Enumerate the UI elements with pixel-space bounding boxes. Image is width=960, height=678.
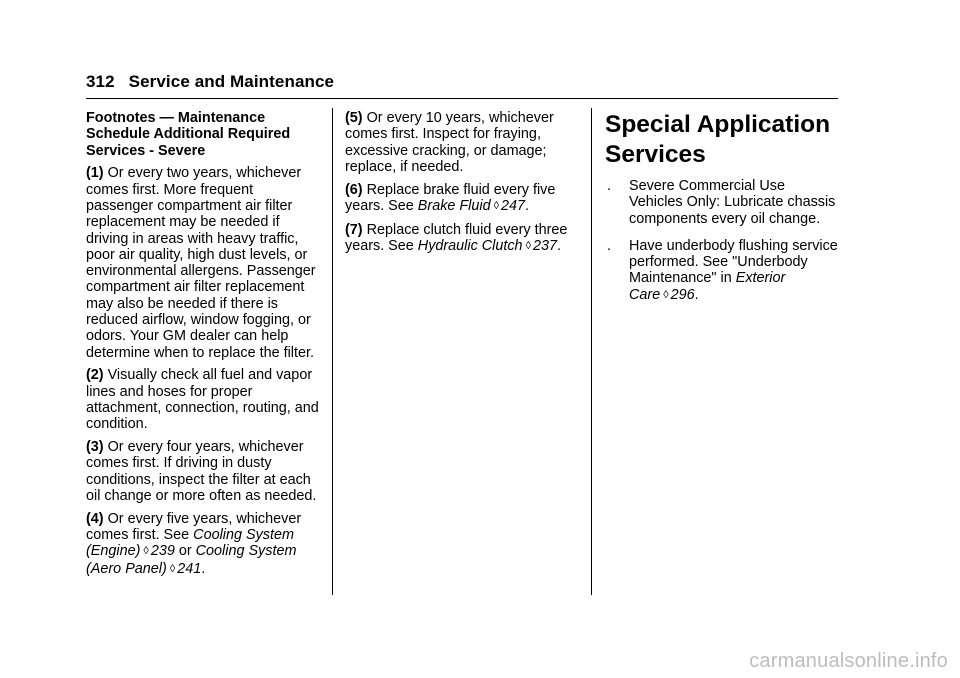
footnote-label: (6) (345, 181, 363, 198)
footnotes-heading: Footnotes — Maintenance Schedule Additional Required Services - Severe (86, 110, 291, 159)
footnote-label: (1) (86, 165, 104, 182)
watermark: carmanualsonline.info (749, 650, 948, 672)
footnote-1 (86, 165, 322, 361)
page-ref-icon: ◊ (493, 199, 500, 212)
footnote-7 (345, 222, 575, 256)
link-exterior-care[interactable]: Exterior Care (629, 270, 786, 303)
footnote-label: (2) (86, 367, 104, 384)
footnote-text: or (174, 543, 196, 560)
column-divider-2 (591, 108, 592, 595)
list-item (605, 238, 841, 304)
footnote-text: Replace brake fluid every five years. See (345, 181, 556, 214)
footnote-3 (86, 439, 322, 504)
page-ref-296[interactable]: 296 (670, 286, 695, 303)
list-item (605, 178, 841, 227)
list-item-text: Have underbody flushing service performed. See "Underbody Maintenance" in (629, 237, 838, 287)
footnote-text: Visually check all fuel and vapor lines and hoses for proper attachment, connection, routing, and condition. (86, 367, 319, 433)
page-ref-247[interactable]: 247 (501, 197, 526, 214)
footnote-4 (86, 511, 322, 578)
link-hydraulic-clutch[interactable]: Hydraulic Clutch (417, 238, 523, 255)
column-1 (86, 110, 322, 585)
page-ref-icon: ◊ (525, 240, 532, 253)
page-ref-237[interactable]: 237 (533, 238, 558, 255)
bullet-icon: . (607, 178, 611, 194)
footnote-text: Or every five years, whichever comes first. See (86, 510, 302, 544)
list-item-text: . (694, 286, 699, 303)
link-cooling-system-aero-panel[interactable]: Cooling System (Aero Panel) (86, 543, 297, 577)
list-item-text: Severe Commercial Use Vehicles Only: Lubricate chassis components every oil change. (629, 178, 836, 227)
page-ref-icon: ◊ (663, 288, 669, 301)
section-title: Special Application Services (605, 111, 831, 168)
footnote-2 (86, 367, 322, 432)
page-title: Service and Maintenance (128, 72, 335, 91)
footnote-text: Replace clutch fluid every three years. See (345, 221, 568, 255)
footnote-5 (345, 110, 575, 175)
footnote-text: Or every 10 years, whichever comes first. Inspect for fraying, excessive cracking, or damage; replace, if needed. (345, 110, 554, 175)
link-cooling-system-engine[interactable]: Cooling System (Engine) (86, 527, 294, 560)
page-ref-icon: ◊ (143, 545, 149, 558)
footnote-6 (345, 182, 575, 216)
column-divider-1 (332, 108, 333, 595)
page-number: 312 (86, 72, 115, 91)
link-brake-fluid[interactable]: Brake Fluid (417, 197, 491, 214)
footnote-text: . (557, 238, 562, 255)
header-rule (86, 98, 838, 99)
footnote-text: . (201, 560, 206, 577)
page-header (86, 72, 334, 92)
footnote-label: (5) (345, 110, 363, 126)
footnote-text: . (525, 197, 530, 214)
footnote-label: (7) (345, 221, 363, 238)
footnote-text: Or every two years, whichever comes first. More frequent passenger compartment air filter replacement may be needed if driving in areas with heavy traffic, poor air quality, high dust levels, or environmental allergens. Passenger compartment air filter replacement may also be needed if there is reduced airflow, window fogging, or odors. Your GM dealer can help determine when to replace the filter. (86, 165, 316, 361)
page-ref-239[interactable]: 239 (150, 543, 175, 560)
bullet-icon: . (607, 237, 611, 254)
footnote-label: (3) (86, 439, 104, 456)
column-3 (605, 110, 841, 315)
footnote-label: (4) (86, 510, 104, 527)
footnote-text: Or every four years, whichever comes first. If driving in dusty conditions, inspect the filter at each oil change or more often as needed. (86, 439, 317, 505)
page-ref-icon: ◊ (169, 562, 176, 575)
page-ref-241[interactable]: 241 (177, 560, 202, 577)
column-2 (345, 110, 575, 262)
